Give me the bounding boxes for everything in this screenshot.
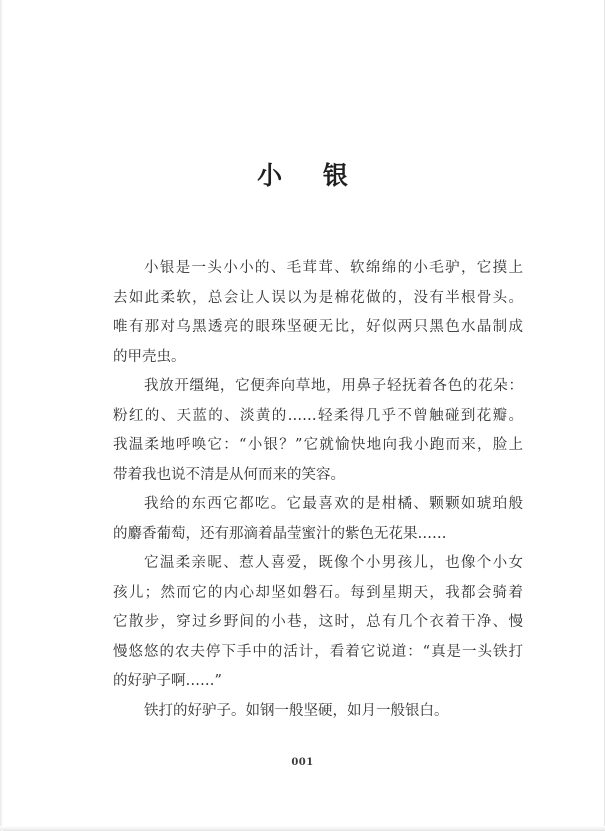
text-line: 铁打的好驴子。如钢一般坚硬，如月一般银白。 [144,702,449,719]
paragraph [113,697,523,727]
page-edge-shadow [0,0,3,831]
text-line: 去如此柔软，总会让人误以为是棉花做的，没有半根骨头。 [113,289,523,306]
chapter-body [113,254,523,726]
text-line: 的甲壳虫。 [113,348,186,365]
text-line: 的麝香葡萄，还有那滴着晶莹蜜汁的紫色无花果…… [113,525,447,542]
text-line: 我放开缰绳，它便奔向草地，用鼻子轻抚着各色的花朵： [144,378,523,394]
chapter-title: 小 银 [257,161,364,190]
text-line: 唯有那对乌黑透亮的眼珠坚硬无比，好似两只黑色水晶制成 [113,319,523,335]
text-line: 带着我也说不清是从何而来的笑容。 [113,466,345,483]
text-line: 慢悠悠的农夫停下手中的活计，看着它说道：“真是一头铁打 [113,643,523,660]
text-line: 粉红的、天蓝的、淡黄的……轻柔得几乎不曾触碰到花瓣。 [113,407,523,424]
paragraph [113,549,523,697]
text-line: 小银是一头小小的、毛茸茸、软绵绵的小毛驴，它摸上 [144,260,523,276]
text-line: 我给的东西它都吃。它最喜欢的是柑橘、颗颗如琥珀般 [144,496,523,512]
page-number: 001 [291,757,314,768]
page-edge-shadow-bottom [0,826,605,830]
text-line: 它温柔亲昵、惹人喜爱，既像个小男孩儿，也像个小女 [144,555,523,571]
text-line: 的好驴子啊……” [113,673,222,689]
text-line: 我温柔地呼唤它：“小银？”它就愉快地向我小跑而来，脸上 [113,437,523,453]
paragraph [113,254,523,372]
paragraph [113,372,523,490]
text-line: 它散步，穿过乡野间的小巷，这时，总有几个衣着干净、慢 [113,614,523,630]
text-line: 孩儿；然而它的内心却坚如磐石。每到星期天，我都会骑着 [113,584,523,601]
paragraph [113,490,523,549]
